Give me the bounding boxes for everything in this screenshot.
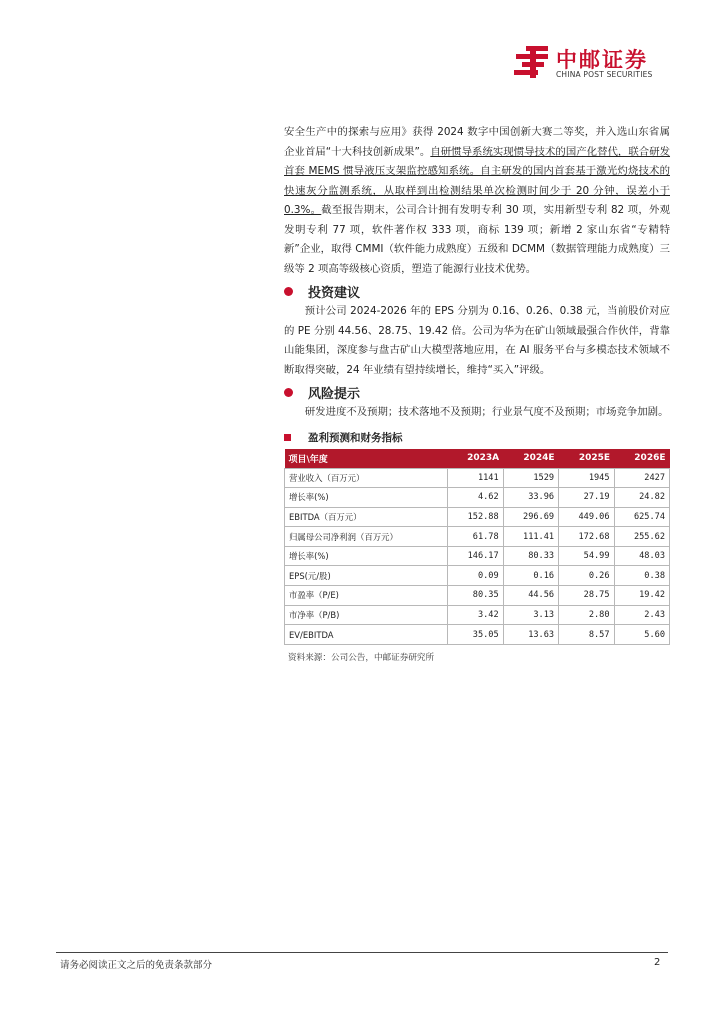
table-row bbox=[285, 527, 670, 547]
bullet-icon bbox=[284, 287, 293, 296]
header-cell: 2024E bbox=[503, 449, 558, 469]
footer-divider bbox=[56, 952, 668, 953]
table-cell: 111.41 bbox=[503, 527, 558, 547]
table-cell: 146.17 bbox=[448, 546, 503, 566]
table-cell: 255.62 bbox=[614, 527, 669, 547]
table-cell: 172.68 bbox=[559, 527, 614, 547]
header-cell: 2023A bbox=[448, 449, 503, 469]
table-cell: 3.42 bbox=[448, 605, 503, 625]
bullet-icon bbox=[284, 388, 293, 397]
logo-english-text: CHINA POST SECURITIES bbox=[556, 70, 653, 79]
table-cell: 5.60 bbox=[614, 625, 669, 645]
table-cell: 24.82 bbox=[614, 488, 669, 508]
table-row bbox=[285, 605, 670, 625]
header-cell: 2026E bbox=[614, 449, 669, 469]
table-row bbox=[285, 468, 670, 488]
table-cell: 1141 bbox=[448, 468, 503, 488]
risk-section-header bbox=[284, 383, 670, 403]
row-label: 增长率(%) bbox=[285, 488, 448, 508]
header-cell: 2025E bbox=[559, 449, 614, 469]
row-label: EPS(元/股) bbox=[285, 566, 448, 586]
table-row bbox=[285, 625, 670, 645]
risk-paragraph: 研发进度不及预期；技术落地不及预期；行业景气度不及预期；市场竞争加剧。 bbox=[304, 406, 669, 418]
company-logo bbox=[512, 44, 672, 84]
table-cell: 449.06 bbox=[559, 507, 614, 527]
table-cell: 3.13 bbox=[503, 605, 558, 625]
table-cell: 19.42 bbox=[614, 586, 669, 606]
table-cell: 48.03 bbox=[614, 546, 669, 566]
table-row bbox=[285, 488, 670, 508]
row-label: 市盈率（P/E) bbox=[285, 586, 448, 606]
row-label: 增长率(%) bbox=[285, 546, 448, 566]
header-cell: 项目\年度 bbox=[285, 449, 448, 469]
table-cell: 1529 bbox=[503, 468, 558, 488]
row-label: 归属母公司净利润（百万元） bbox=[285, 527, 448, 547]
table-cell: 0.38 bbox=[614, 566, 669, 586]
table-cell: 152.88 bbox=[448, 507, 503, 527]
table-cell: 80.35 bbox=[448, 586, 503, 606]
china-post-logo-icon bbox=[512, 44, 552, 80]
table-cell: 27.19 bbox=[559, 488, 614, 508]
table-cell: 0.09 bbox=[448, 566, 503, 586]
table-cell: 13.63 bbox=[503, 625, 558, 645]
table-cell: 1945 bbox=[559, 468, 614, 488]
table-row bbox=[285, 566, 670, 586]
page-number: 2 bbox=[654, 957, 661, 968]
intro-text-a: 安全生产中的探索与应用》获得 2024 数字中国创新大赛二等奖，并入选山东省属企业首届“十大科技创新成果”。 bbox=[284, 126, 670, 158]
table-cell: 8.57 bbox=[559, 625, 614, 645]
table-header-row bbox=[285, 449, 670, 469]
square-bullet-icon bbox=[284, 434, 291, 441]
invest-title: 投资建议 bbox=[308, 286, 361, 301]
table-row bbox=[285, 586, 670, 606]
table-cell: 2427 bbox=[614, 468, 669, 488]
invest-section-header bbox=[284, 282, 670, 302]
row-label: EBITDA（百万元） bbox=[285, 507, 448, 527]
table-row bbox=[285, 546, 670, 566]
table-cell: 2.43 bbox=[614, 605, 669, 625]
table-cell: 44.56 bbox=[503, 586, 558, 606]
table-cell: 296.69 bbox=[503, 507, 558, 527]
logo-chinese-text: 中邮证券 bbox=[556, 48, 648, 72]
table-cell: 2.80 bbox=[559, 605, 614, 625]
footer-disclaimer: 请务必阅读正文之后的免责条款部分 bbox=[60, 960, 213, 971]
invest-paragraph: 预计公司 2024-2026 年的 EPS 分别为 0.16、0.26、0.38 元，当前股价对应的 PE 分别 44.56、28.75、19.42 倍。公司为华为在矿山领域最强合作伙伴，背靠山能集团，深度参与盘古矿山大模型落地应用，在 AI 服务平台与多模态技术领域不断取得突破，24 年业绩有望持续增长，维持“买入”评级。 bbox=[284, 305, 670, 376]
table-cell: 0.16 bbox=[503, 566, 558, 586]
table-source: 资料来源：公司公告，中邮证券研究所 bbox=[288, 652, 435, 663]
intro-highlight: 自研惯导系统实现惯导技术的国产化替代，联合研发首套 MEMS 惯导液压支架监控感知系统。自主研发的国内首套基于激光灼烧技术的快速灰分监测系统，从取样到出检测结果单次检测时间少于 20 分钟，误差小于 0.3%。 bbox=[284, 145, 671, 216]
table-cell: 625.74 bbox=[614, 507, 669, 527]
main-content bbox=[284, 123, 670, 663]
table-row bbox=[285, 507, 670, 527]
table-cell: 33.96 bbox=[503, 488, 558, 508]
financial-table bbox=[284, 449, 670, 645]
table-cell: 35.05 bbox=[448, 625, 503, 645]
table-cell: 28.75 bbox=[559, 586, 614, 606]
row-label: EV/EBITDA bbox=[285, 625, 448, 645]
table-cell: 0.26 bbox=[559, 566, 614, 586]
intro-paragraph bbox=[284, 123, 670, 279]
risk-title: 风险提示 bbox=[308, 387, 361, 402]
table-caption-text: 盈利预测和财务指标 bbox=[308, 431, 403, 444]
table-cell: 80.33 bbox=[503, 546, 558, 566]
table-cell: 54.99 bbox=[559, 546, 614, 566]
table-caption bbox=[284, 429, 670, 447]
table-cell: 61.78 bbox=[448, 527, 503, 547]
table-cell: 4.62 bbox=[448, 488, 503, 508]
intro-text-b: 截至报告期末，公司合计拥有发明专利 30 项，实用新型专利 82 项，外观发明专利 77 项，软件著作权 333 项，商标 139 项；新增 2 家山东省“专精特新”企业，取得 CMMI（软件能力成熟度）五级和 DCMM（数据管理能力成熟度）三级等 2 项高等级核心资质，塑造了能源行业技术优势。 bbox=[284, 204, 670, 275]
row-label: 营业收入（百万元） bbox=[285, 468, 448, 488]
row-label: 市净率（P/B) bbox=[285, 605, 448, 625]
